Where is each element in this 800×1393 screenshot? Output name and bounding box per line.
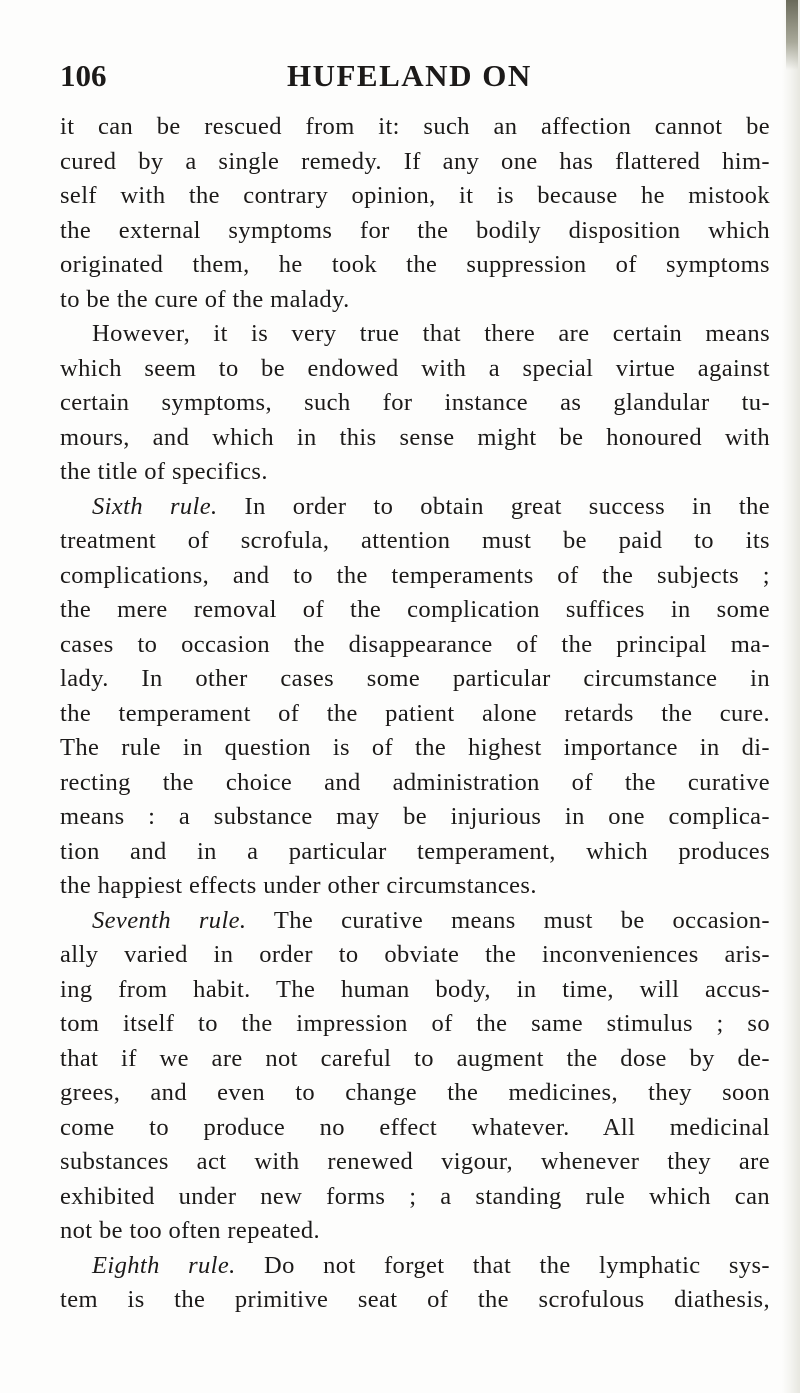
text-line: ing from habit. The human body, in time, will accus-: [60, 975, 770, 1003]
text-line: complications, and to the temperaments of the subjects ;: [60, 561, 770, 589]
rule-seventh-text: The curative means must be occasion-: [273, 906, 770, 934]
text-line: The rule in question is of the highest importance in di-: [60, 734, 770, 761]
rule-sixth-text: In order to obtain great success in the: [244, 492, 770, 520]
rule-eighth-text: Do not forget that the lymphatic sys-: [264, 1251, 770, 1279]
text-line: cases to occasion the disappearance of the principal ma-: [60, 630, 770, 658]
text-line: tion and in a particular temperament, which produces: [60, 837, 770, 865]
page-edge-mark: [786, 0, 798, 70]
text-line-rule-sixth: [60, 490, 770, 525]
text-line: the temperament of the patient alone retards the cure.: [60, 699, 770, 727]
rule-label-eighth: Eighth rule.: [92, 1251, 236, 1279]
text-line: to be the cure of the malady.: [60, 285, 350, 313]
text-line: which seem to be endowed with a special virtue against: [60, 354, 770, 382]
text-line: treatment of scrofula, attention must be paid to its: [60, 527, 770, 554]
text-line: it can be rescued from it: such an affection cannot be: [60, 113, 770, 140]
text-line: the mere removal of the complication suffices in some: [60, 596, 770, 623]
text-line: the happiest effects under other circumstances.: [60, 872, 537, 899]
text-line: tem is the primitive seat of the scrofulous diathesis,: [60, 1286, 770, 1313]
text-line: mours, and which in this sense might be honoured with: [60, 423, 770, 451]
text-line: self with the contrary opinion, it is because he mistook: [60, 182, 770, 209]
body-text: [60, 110, 770, 1318]
page-edge-shadow: [782, 0, 800, 1393]
text-line: means : a substance may be injurious in one complica-: [60, 803, 770, 830]
text-line: However, it is very true that there are certain means: [92, 320, 770, 347]
text-line: the external symptoms for the bodily disposition which: [60, 216, 770, 244]
text-line: substances act with renewed vigour, whenever they are: [60, 1148, 770, 1175]
text-line: originated them, he took the suppression of symptoms: [60, 251, 770, 278]
text-line: that if we are not careful to augment the dose by de-: [60, 1044, 770, 1072]
text-line-rule-eighth: [60, 1249, 770, 1284]
page-header: [60, 58, 780, 98]
text-line: not be too often repeated.: [60, 1217, 321, 1244]
rule-label-seventh: Seventh rule.: [92, 906, 247, 934]
text-line: lady. In other cases some particular circumstance in: [60, 665, 770, 692]
page-number: 106: [60, 58, 107, 93]
text-line: recting the choice and administration of the curative: [60, 768, 770, 796]
text-line: ally varied in order to obviate the inconveniences aris-: [60, 941, 770, 968]
text-line: come to produce no effect whatever. All medicinal: [60, 1113, 770, 1141]
running-head: HUFELAND ON: [287, 58, 532, 93]
text-line: exhibited under new forms ; a standing rule which can: [60, 1182, 770, 1210]
rule-label-sixth: Sixth rule.: [92, 492, 218, 520]
text-line: grees, and even to change the medicines, they soon: [60, 1079, 770, 1106]
text-line: cured by a single remedy. If any one has flattered him-: [60, 147, 770, 175]
text-line-rule-seventh: [60, 904, 770, 939]
text-line: the title of specifics.: [60, 458, 268, 485]
text-line: certain symptoms, such for instance as glandular tu-: [60, 389, 770, 416]
text-line: tom itself to the impression of the same stimulus ; so: [60, 1010, 770, 1037]
